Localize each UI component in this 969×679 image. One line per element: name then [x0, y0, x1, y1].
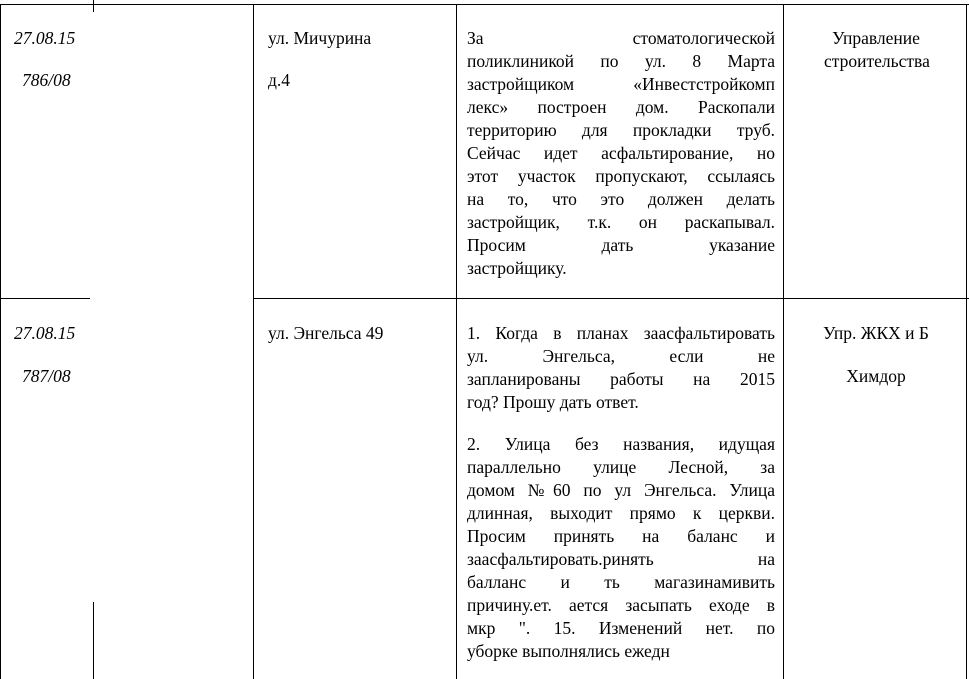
stray-vertical-mark: [93, 602, 94, 679]
content-line: ул. Энгельса, если не: [467, 346, 775, 366]
row-number: 787/08: [22, 366, 71, 386]
responsible-department: Упр. ЖКХ и Б: [823, 323, 929, 343]
content-line: этот участок пропускают, ссылаясь: [467, 166, 775, 186]
content-line: поликлиникой по ул. 8 Марта: [467, 51, 775, 71]
content-line: заасфальтировать.ринять на: [467, 549, 775, 569]
content-line: балланс и ть магазинамивить: [467, 572, 775, 592]
responsible-department: Управление строительства: [824, 28, 930, 71]
content-line: 1. Когда в планах заасфальтировать: [467, 323, 775, 343]
content-line: причину.ет. ается засыпать еходе в: [467, 595, 775, 615]
row-divider: [0, 298, 90, 299]
content-line: застройщиком «Инвестстройкомп: [467, 74, 775, 94]
content-line: длинная, выходит прямо к церкви.: [467, 503, 775, 523]
content-line: 2. Улица без названия, идущая: [467, 434, 775, 454]
table-top-border: [0, 4, 969, 5]
content-line: территорию для прокладки труб.: [467, 120, 775, 140]
content-line: За стоматологической: [467, 28, 775, 48]
column-divider-content: [456, 4, 457, 679]
responsible-department: Химдор: [846, 366, 906, 386]
row-divider: [253, 298, 969, 299]
content-line: домом №60 по ул Энгельса. Улица: [467, 480, 775, 500]
content-line: год? Прошу дать ответ.: [467, 392, 639, 412]
row-date: 27.08.15: [14, 323, 76, 343]
row-date: 27.08.15: [14, 28, 76, 48]
table-left-border: [0, 4, 1, 679]
content-line: уборке выполнялись ежедн: [467, 641, 670, 661]
content-line: лекс» построен дом. Раскопали: [467, 97, 775, 117]
row-number: 786/08: [22, 70, 71, 90]
content-line: Просим принять на баланс и: [467, 526, 775, 546]
stray-vertical-mark: [93, 0, 94, 12]
content-line: Просим дать указание: [467, 235, 775, 255]
content-line: на то, что это должен делать: [467, 189, 775, 209]
content-line: застройщик, т.к. он раскапывал.: [467, 212, 775, 232]
address-house: д.4: [268, 70, 291, 90]
content-line: запланированы работы на 2015: [467, 369, 775, 389]
address-street: ул. Мичурина: [268, 28, 372, 48]
address-street: ул. Энгельса 49: [268, 323, 384, 343]
content-line: застройщику.: [467, 258, 567, 278]
content-line: Сейчас идет асфальтирование, но: [467, 143, 775, 163]
content-line: параллельно улице Лесной, за: [467, 457, 775, 477]
column-divider-address: [253, 4, 254, 679]
content-line: мкр ". 15. Изменений нет. по: [467, 618, 775, 638]
